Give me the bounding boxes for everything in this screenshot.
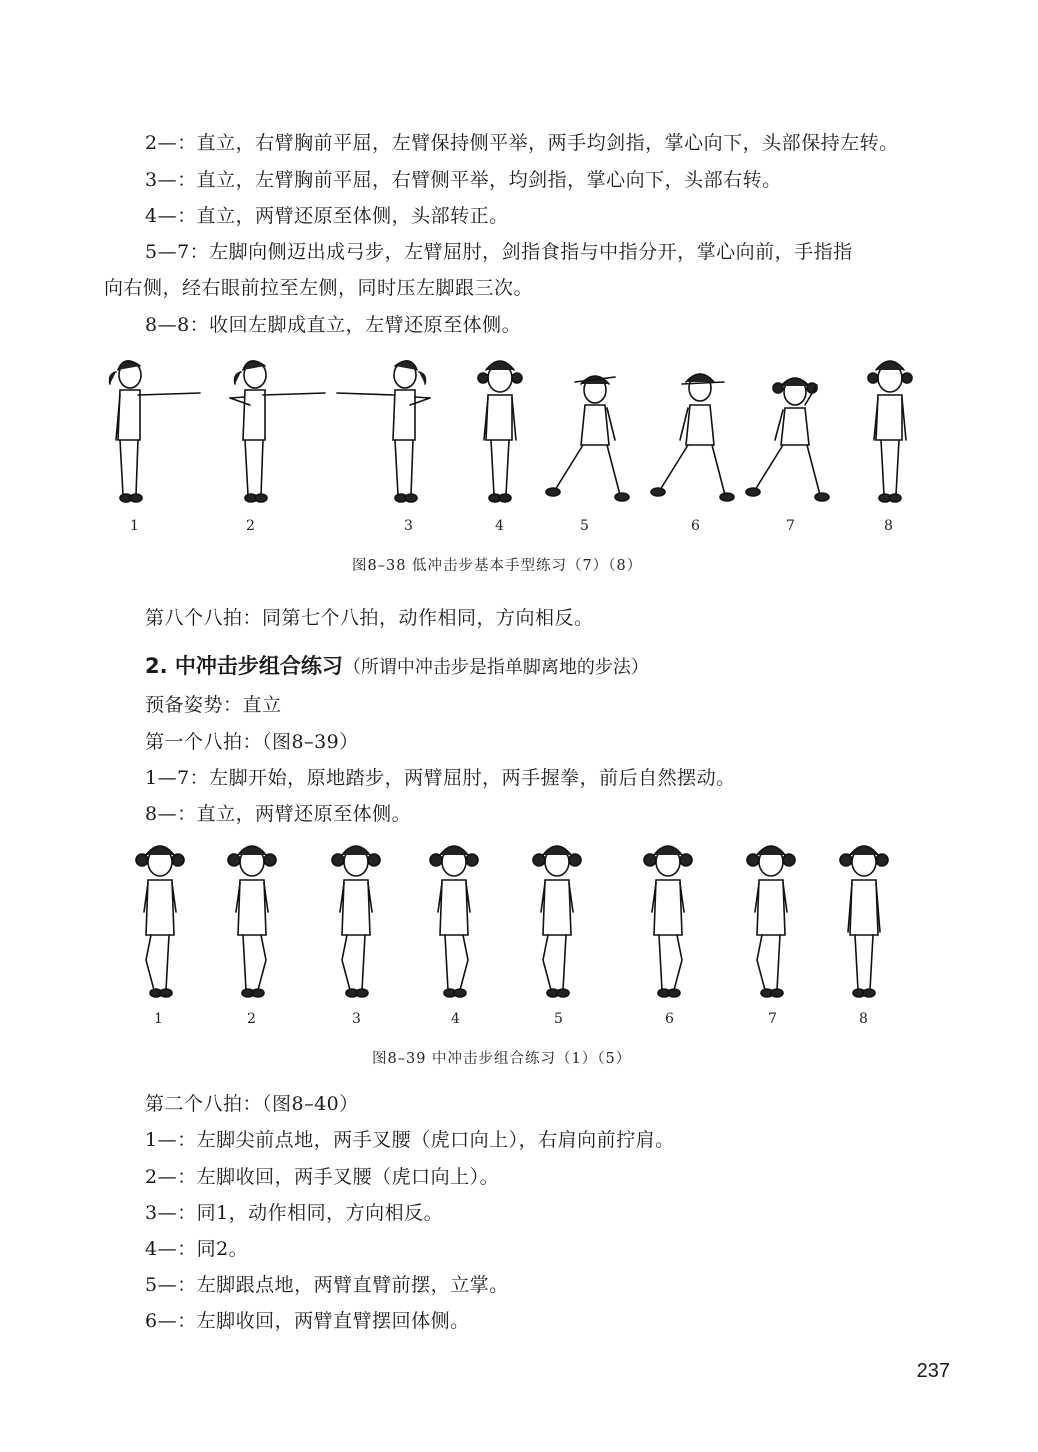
- figure-number: 3: [404, 518, 413, 534]
- figure-number: 7: [786, 518, 795, 534]
- text-line: 4—：同2。: [145, 1238, 249, 1260]
- figure-number: 8: [884, 518, 893, 534]
- figure-number: 5: [580, 518, 589, 534]
- dancer-figure: [747, 846, 795, 997]
- text-line: 8—：直立，两臂还原至体侧。: [145, 803, 412, 825]
- figure-number: 8: [859, 1011, 868, 1027]
- text-line: 5—7：左脚向侧迈出成弓步，左臂屈肘，剑指食指与中指分开，掌心向前，手指指: [145, 241, 853, 263]
- section-note: （所谓中冲击步是指单脚离地的步法）: [342, 657, 649, 678]
- text-line: 1—7：左脚开始，原地踏步，两臂屈肘，两手握拳，前后自然摆动。: [145, 767, 736, 789]
- dancer-figure: [332, 846, 380, 997]
- figure-number: 5: [554, 1011, 563, 1027]
- figure-number: 1: [154, 1011, 163, 1027]
- dancer-figure: [533, 846, 581, 997]
- text-line: 预备姿势：直立: [145, 694, 282, 716]
- figure-number: 6: [665, 1011, 674, 1027]
- figure-caption: 图8–38 低冲击步基本手型练习（7）（8）: [352, 558, 643, 574]
- figure-number: 4: [495, 518, 504, 534]
- text-line: 第八个八拍：同第七个八拍，动作相同，方向相反。: [145, 607, 594, 629]
- page-number: 237: [916, 1360, 950, 1382]
- text-line: 2—：左脚收回，两手叉腰（虎口向上）。: [145, 1166, 500, 1188]
- text-line: 6—：左脚收回，两臂直臂摆回体侧。: [145, 1310, 470, 1332]
- text-line: 3—：直立，左臂胸前平屈，右臂侧平举，均剑指，掌心向下，头部右转。: [145, 169, 782, 191]
- text-line: 第一个八拍：（图8–39）: [145, 731, 359, 753]
- figure-number: 7: [768, 1011, 777, 1027]
- figure-number: 6: [691, 518, 700, 534]
- dancer-figure: [644, 846, 692, 997]
- text-line: 8—8：收回左脚成直立，左臂还原至体侧。: [145, 314, 522, 336]
- dancer-figure: [136, 846, 184, 997]
- figure-number: 3: [352, 1011, 361, 1027]
- text-line: 2—：直立，右臂胸前平屈，左臂保持侧平举，两手均剑指，掌心向下，头部保持左转。: [145, 132, 899, 154]
- text-line: 5—：左脚跟点地，两臂直臂前摆，立掌。: [145, 1274, 509, 1296]
- figure-number: 1: [130, 518, 139, 534]
- text-line: 1—：左脚尖前点地，两手叉腰（虎口向上），右肩向前拧肩。: [145, 1129, 675, 1151]
- figure-caption: 图8–39 中冲击步组合练习（1）（5）: [372, 1051, 632, 1067]
- text-line: 第二个八拍：（图8–40）: [145, 1093, 359, 1115]
- dancer-figure: [228, 846, 276, 997]
- text-line: 3—：同1，动作相同，方向相反。: [145, 1202, 444, 1224]
- figure-number: 4: [451, 1011, 460, 1027]
- text-line: 4—：直立，两臂还原至体侧，头部转正。: [145, 205, 509, 227]
- figure-number: 2: [247, 1011, 256, 1027]
- dancer-figure: [430, 846, 478, 997]
- dancer-figure: [840, 846, 888, 997]
- text-line: 向右侧，经右眼前拉至左侧，同时压左脚跟三次。: [104, 277, 534, 299]
- section-title: 2. 中冲击步组合练习: [145, 654, 343, 678]
- figure-number: 2: [246, 518, 255, 534]
